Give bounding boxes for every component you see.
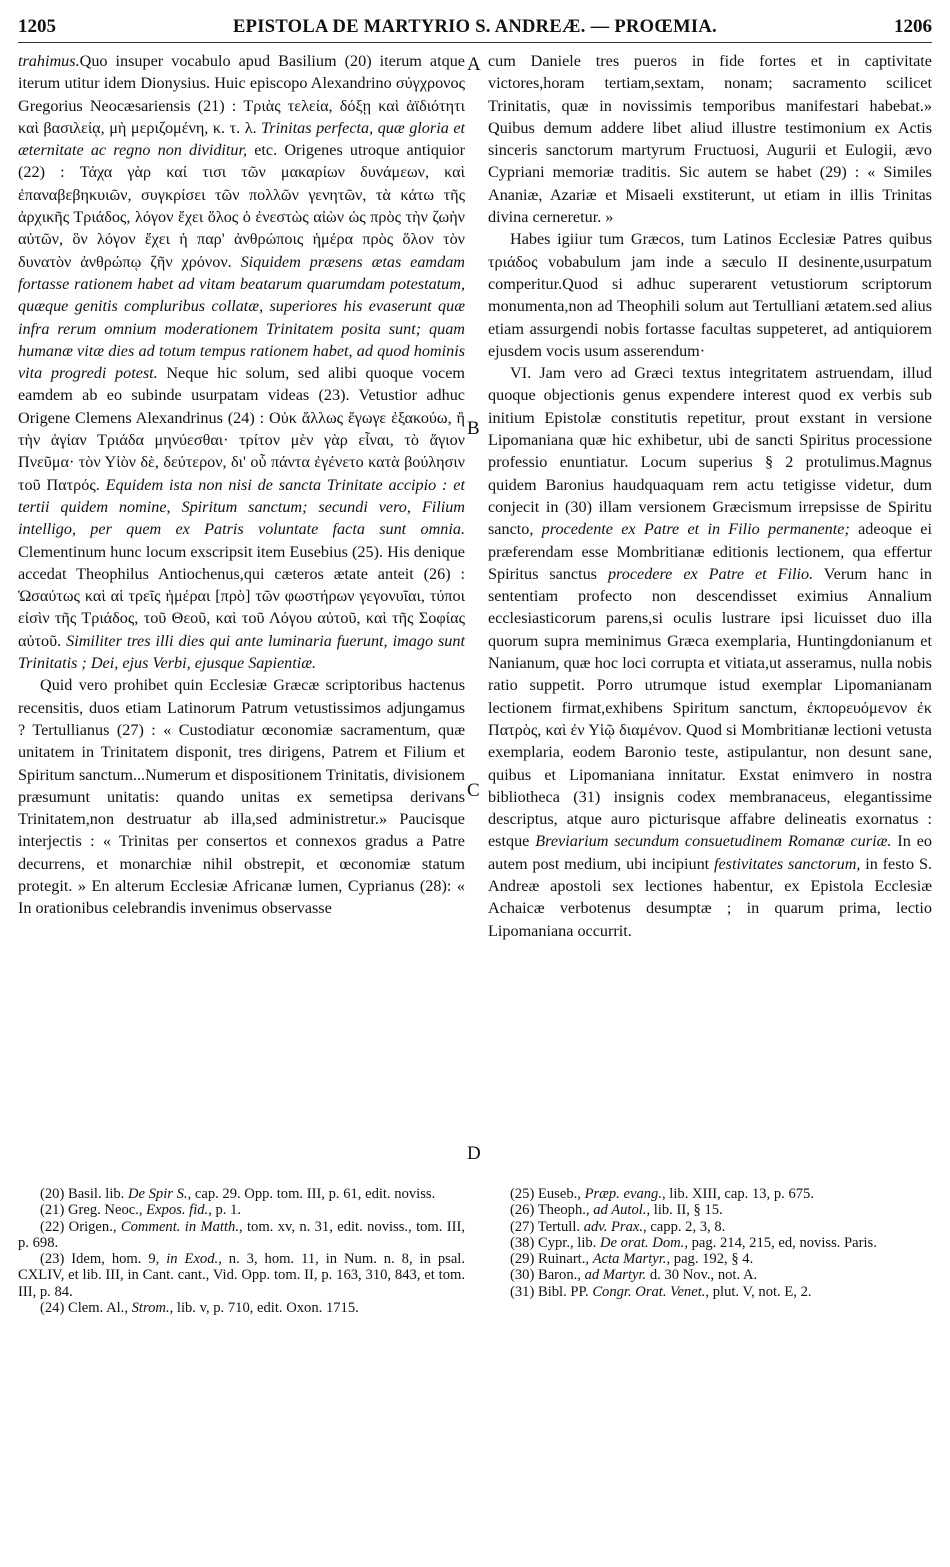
text-span: (31) Bibl. PP.	[510, 1283, 593, 1300]
text-span: festivitates sanctorum,	[713, 854, 861, 873]
text-span: procedere ex Patre et Filio.	[607, 564, 814, 583]
text-span: Trinitas perfecta, quæ gloria et æternitate ac regno non dividitur,	[18, 118, 466, 160]
text-span: in festo S. Andreæ apostoli sex lectiones habentur, ex Epistola Ecclesiæ Achaicæ verbotenus desumptæ ; in quarum prima, lectio Lipomaniana occurrit.	[488, 854, 933, 940]
text-span: (38) Cypr., lib.	[510, 1234, 600, 1251]
text-span: (30) Baron.,	[510, 1267, 585, 1284]
text-span: (27) Tertull.	[510, 1218, 584, 1235]
text-span: (29) Ruinart.,	[510, 1251, 593, 1268]
text-span: procedente ex Patre et in Filio permanente;	[541, 520, 850, 539]
text-span: (22) Origen.,	[40, 1218, 121, 1235]
text-span: , capp. 2, 3, 8.	[643, 1218, 726, 1235]
text-span: , pag. 192, § 4.	[666, 1251, 754, 1268]
text-span: , pag. 214, 215, ed, noviss. Paris.	[684, 1234, 877, 1251]
right-paragraph-2: Habes igiiur tum Græcos, tum Latinos Ecclesiæ Patres quibus τριάδος vobabulum jam inde a sæculo II desinente,usurpatum comperitur.Quod si adhuc superarent vetustiorum scriptorum monumenta,non ad Theophili solum aut Tertulliani ætatem.sed alius etiam assurgendi nobis fortasse facultas suppeteret, ad antiquiorem ejusdem vocis usum asserendum·	[488, 230, 932, 360]
section-marker-d: D	[467, 1143, 481, 1164]
footnote	[488, 1219, 932, 1235]
text-span: Similiter tres illi dies qui ante luminaria fuerunt, imago sunt Trinitatis ; Dei, ejus Verbi, ejusque Sapientiæ.	[18, 631, 465, 673]
section-marker-c: C	[467, 780, 480, 801]
footnote	[18, 1202, 465, 1218]
text-span: Verum hanc in sententiam profecto non descendisset eximius Annalium ecclesiasticorum parens,si oculis lustrare ipsi licuisset duo illa quorum supra meminimus Græca exemplaria, Huntingdonianum et Nanianum, quæ hoc loci corrupta et vitiata,ut asseramus, nulla nobis ratio suppetit. Porro utrumque istud exemplar Lipomanianam lectionem firmat,exhibens Spiritum sanctum, ἐκπορευόμενον ἐκ Πατρὸς, καὶ ἐν Υἱῷ διαμένον. Quod si Mombritianæ lectioni vetusta exemplaria, eodem Baronio teste, astipulantur, non desunt sane, quibus et Lipomaniana innitatur. Exstat enimvero in nostra bibliotheca (31) insignis codex membranaceus, elegantissime descriptus, atque auro picturisque affabre delineatis exornatus : estque	[488, 564, 932, 851]
text-span: Equidem ista non nisi de sancta Trinitate accipio : et tertii quidem nomine, Spiritum sanctum; secundi vero, Filium intelligo, per quem ex Patris voluntate facta sunt omnia.	[18, 475, 465, 539]
section-marker-a: A	[467, 54, 481, 75]
page-number-right: 1206	[894, 16, 932, 37]
footnote	[488, 1186, 932, 1202]
text-span: Quo insuper vocabulo apud Basilium (20) iterum atque iterum utitur idem Dionysius. Huic episcopo Alexandrino σύγχρονος Gregorius Neocæsariensis (21) : Τριὰς τελεία, δόξῃ καὶ ἀϊδιότητι καὶ βασιλείᾳ, μὴ μεριζομένη, κ. τ. λ.	[18, 52, 465, 137]
text-span: , lib. II, § 15.	[646, 1202, 723, 1219]
right-column	[488, 50, 932, 942]
footnote	[488, 1235, 932, 1251]
footnotes-right	[488, 1186, 932, 1300]
left-column	[18, 50, 465, 920]
text-span: (26) Theoph.,	[510, 1202, 594, 1219]
text-span: Strom.	[131, 1300, 170, 1317]
text-span: trahimus.	[18, 52, 80, 70]
text-span: De Spir S.	[127, 1186, 188, 1202]
text-span: d. 30 Nov., not. A.	[646, 1267, 758, 1284]
text-span: Neque hic solum, sed alibi quoque vocem eamdem ab eo subinde usurpatam videas (23). Vetustior adhuc Origene Clemens Alexandrinus (24) : Οὐκ ἄλλως ἔγωγε ἐξακούω, ἢ τὴν ἁγίαν Τριάδα μηνύεσθαι· τρίτον μὲν γὰρ εἶναι, τὸ ἅγιον Πνεῦμα· τὸν Υἱὸν δὲ, δεύτερον, δι' οὗ πάντα ἐγένετο κατὰ βούλησιν τοῦ Πατρός.	[18, 364, 465, 494]
footnotes-left	[18, 1186, 465, 1316]
footnote	[18, 1300, 465, 1316]
text-span: (21) Greg. Neoc.,	[40, 1202, 147, 1219]
text-span: , plut. V, not. E, 2.	[705, 1283, 812, 1300]
text-span: Expos. fid.	[146, 1202, 209, 1219]
footnote	[488, 1202, 932, 1218]
page-number-left: 1205	[18, 16, 56, 37]
text-span: in Exod.	[166, 1251, 219, 1268]
text-span: , n. 3, hom. 11, in Num. n. 8, in psal. CXLIV, et lib. III, in Cant. cant., Vid. Opp. tom. II, p. 163, 310, 843, et tom. III, p. 84.	[18, 1251, 465, 1300]
footnote	[488, 1284, 932, 1300]
page-title: EPISTOLA DE MARTYRIO S. ANDREÆ. — PROŒMIA.	[233, 17, 717, 37]
text-span: De orat. Dom.	[600, 1234, 685, 1251]
right-paragraph-1: cum Daniele tres pueros in fide fortes et in captivitate victores,horam tertiam,sextam, nonam; sacramento scilicet Trinitatis, quæ in novissimis temporibus manifestari habebat.» Quibus demum addere libet aliud illustre testimonium ex Actis sinceris sanctorum martyrum Fructuosi, Augurii et Eulogii, ævo Cypriani memoriæ traditis. Sic autem se habet (29) : « Similes Ananiæ, Azariæ et Misaeli exstiterunt, ut etiam in illis Trinitas divina cerneretur. »	[488, 52, 932, 227]
running-header	[18, 14, 932, 43]
section-marker-b: B	[467, 418, 480, 439]
text-span: Acta Martyr.	[592, 1251, 667, 1268]
left-paragraph-1	[18, 50, 465, 674]
text-span: , tom. xv, n. 31, edit. noviss., tom. III, p. 698.	[18, 1218, 465, 1251]
footnote	[18, 1186, 465, 1202]
text-span: Clementinum hunc locum exscripsit item Eusebius (25). His denique accedat Theophilus Antiochenus,qui cæteros ætate anteit (26) : Ὡσαύτως καὶ αἱ τρεῖς ἡμέραι [πρὸ] τῶν φωστήρων γεγονυῖαι, τύποι εἰσὶν τῆς Τριάδος, τοῦ Θεοῦ, καὶ τοῦ Λόγου αὐτοῦ, καὶ τῆς Σοφίας αὐτοῦ.	[18, 542, 465, 650]
text-span: In eo autem post medium, ubi incipiunt	[488, 832, 932, 873]
text-span: , cap. 29. Opp. tom. III, p. 61, edit. noviss.	[187, 1186, 436, 1202]
text-span: (20) Basil. lib.	[40, 1186, 128, 1202]
text-span: Præp. evang.	[584, 1186, 662, 1202]
footnote	[18, 1251, 465, 1300]
text-span: , lib. XIII, cap. 13, p. 675.	[662, 1186, 814, 1202]
left-paragraph-2: Quid vero prohibet quin Ecclesiæ Græcæ scriptoribus hactenus recensitis, duos etiam Latinorum Patrum vetustissimos adjungamus ? Tertullianus (27) : « Custodiatur œconomiæ sacramentum, quæ unitatem in Trinitatem disponit, tres dirigens, Patrem et Filium et Spiritum sanctum...Numerum et dispositionem Trinitatis, divisionem præsumunt unitatis: quando unitas ex semetipsa derivans Trinitatem,non destruatur ab illa,sed administretur.» Paucisque interjectis : « Trinitas per consertos et connexos gradus a Patre decurrens, et monarchiæ nihil obstrepit, et œconomiæ statum protegit. » En alterum Ecclesiæ Africanæ lumen, Cyprianus (28): « In orationibus celebrandis invenimus observasse	[18, 676, 465, 918]
text-span: adeoque ei præferendam esse Mombritianæ editionis lectionem, qua effertur Spiritus sanctus	[488, 520, 932, 583]
footnote	[488, 1251, 932, 1267]
text-span: (24) Clem. Al.,	[40, 1300, 132, 1317]
text-span: VI. Jam vero ad Græci textus integritatem astruendam, illud quoque objectionis genus expendere interest quod ex verbis sub initium Epistolæ constitutis repetitur, prout exstant in versione Lipomaniana quæ hic exhibetur, ubi de sancti Spiritus processione professio enuntiatur. Locum superius § 2 protulimus.Magnus quidem Baronius haudquaquam rem actu tetigisse videtur, dum conjecit in (30) illam versionem Græcismum irrepsisse de Spiritu sancto,	[488, 364, 932, 539]
text-span: , p. 1.	[208, 1202, 242, 1219]
text-span: Congr. Orat. Venet.	[592, 1283, 706, 1300]
text-span: etc. Origenes utroque antiquior (22) : Τάχα γὰρ καί τισι τῶν μακαρίων δυνάμεων, καὶ ἐπαναβεβηκυιῶν, συγκρίσει τῶν πολλῶν γενητῶν, τὰ κάτω τῆς ἀρχικῆς Τριάδος, λόγον ἔχει ὅλος ὁ ἐνεστὼς αἰὼν ὡς πρὸς τὴν ζωὴν αὐτῶν, ὃν λόγον ἔχει ἡ παρ' ἀνθρώποις ἡμέρα πρὸς ὅλον τὸν δυνατὸν ἀνθρώπῳ ζῆν χρόνον.	[18, 141, 465, 271]
text-span: (23) Idem, hom. 9,	[40, 1251, 167, 1268]
text-span: Siquidem præsens ætas eamdam fortasse rationem habet ad vitam beatarum quarumdam potestatum, quæque genitis compluribus collatæ, superiores his evaserunt quæ infra rerum omnium moderationem Trinitatem posita sunt; quam humanæ vitæ dies ad totum tempus rationem habet, ad quod hominis vita progredi potest.	[18, 252, 465, 383]
text-span: ad Martyr.	[584, 1267, 647, 1284]
text-span: Comment. in Matth.	[120, 1218, 239, 1235]
footnote	[18, 1219, 465, 1252]
text-span: adv. Prax.	[583, 1218, 644, 1235]
text-span: Breviarium secundum consuetudinem Romanæ curiæ.	[535, 832, 892, 851]
text-span: ad Autol.	[593, 1202, 647, 1219]
text-span: (25) Euseb.,	[510, 1186, 585, 1202]
text-span: , lib. v, p. 710, edit. Oxon. 1715.	[169, 1300, 359, 1317]
footnote	[488, 1267, 932, 1283]
right-paragraph-3	[488, 362, 932, 942]
